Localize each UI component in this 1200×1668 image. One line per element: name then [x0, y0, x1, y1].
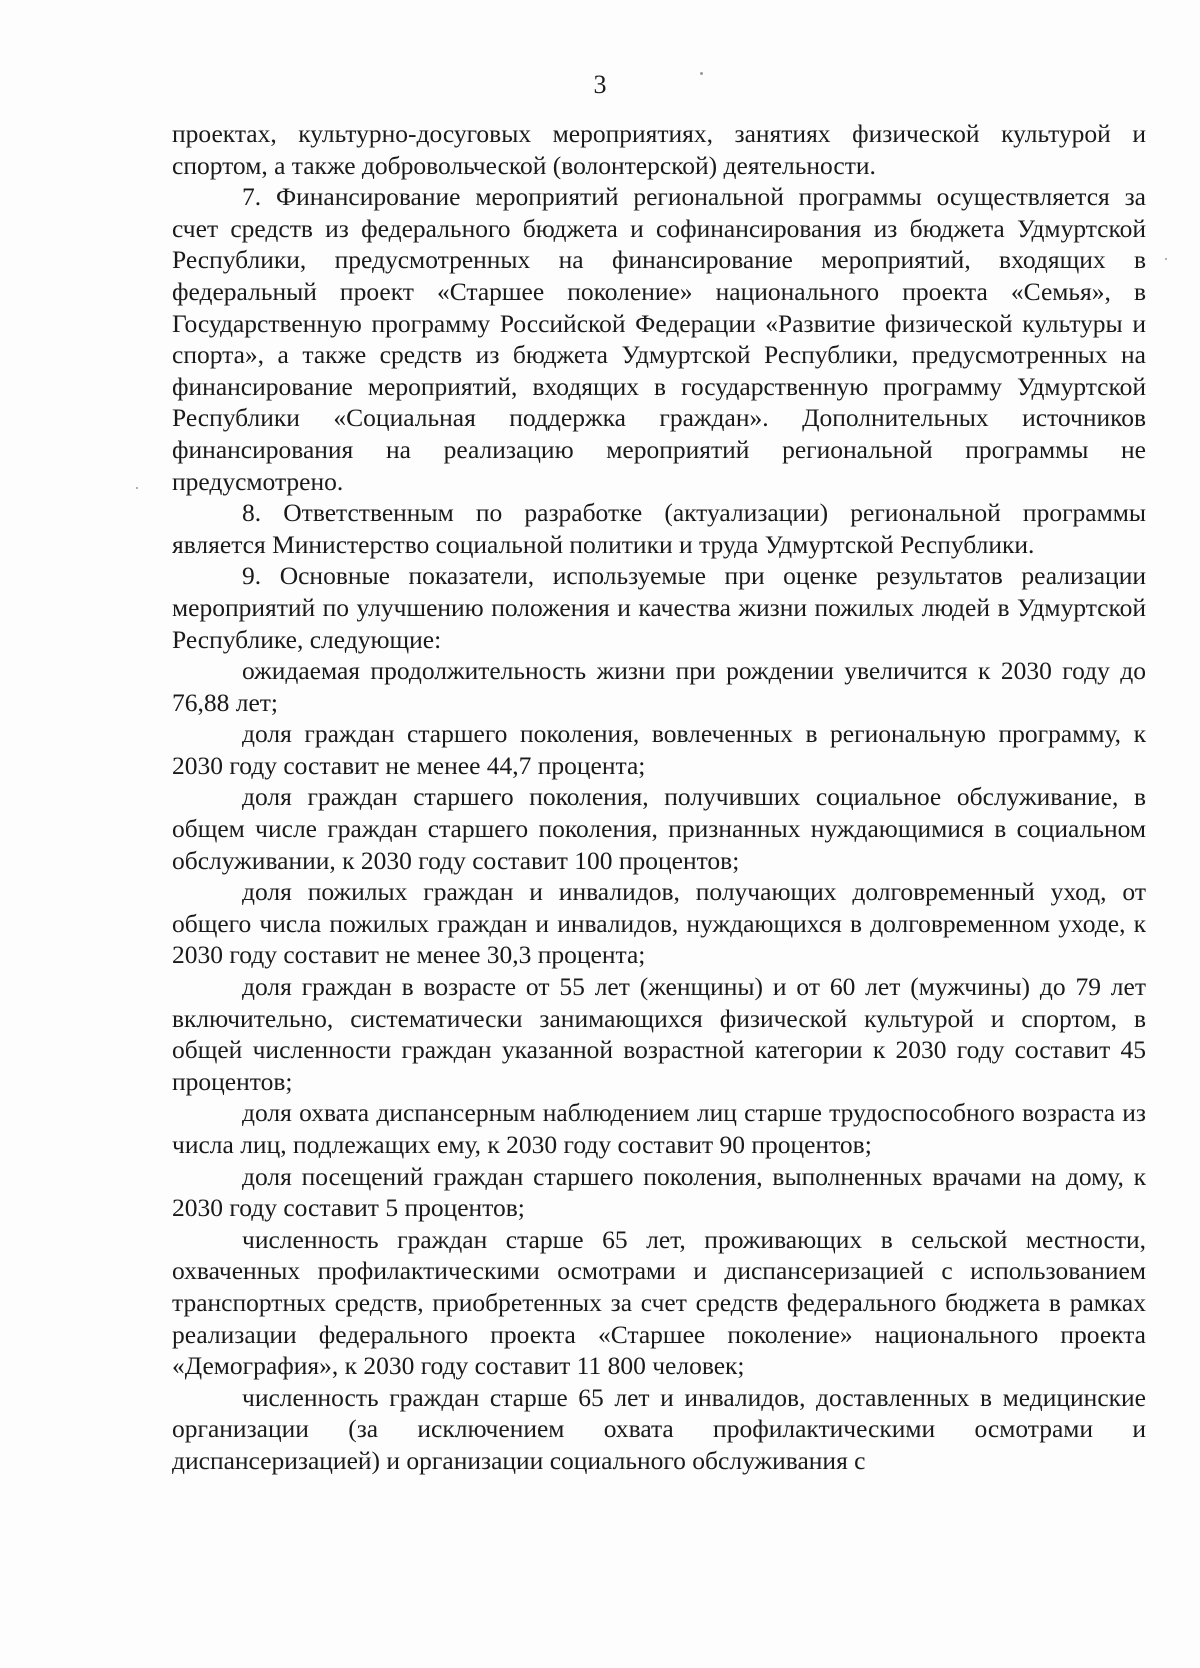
indicator-life-expectancy: ожидаемая продолжительность жизни при рождении увеличится к 2030 году до 76,88 лет;	[172, 656, 1146, 717]
scan-artifact	[136, 487, 138, 489]
indicator-dispensary-observation: доля охвата диспансерным наблюдением лиц старше трудоспособного возраста из числа лиц, подлежащих ему, к 2030 году составит 90 процентов;	[172, 1098, 1146, 1159]
page-number: 3	[593, 70, 607, 99]
indicator-sport-participation: доля граждан в возрасте от 55 лет (женщины) и от 60 лет (мужчины) до 79 лет включительно, систематически занимающихся физической культурой и спортом, в общей численности граждан указанной возрастной категории к 2030 году составит 45 процентов;	[172, 972, 1146, 1096]
paragraph-item-8-responsible: 8. Ответственным по разработке (актуализации) региональной программы является Министерство социальной политики и труда Удмуртской Республики.	[172, 498, 1146, 559]
indicator-program-involvement: доля граждан старшего поколения, вовлеченных в региональную программу, к 2030 году составит не менее 44,7 процента;	[172, 719, 1146, 780]
paragraph-item-9-indicators: 9. Основные показатели, используемые при оценке результатов реализации мероприятий по улучшению положения и качества жизни пожилых людей в Удмуртской Республике, следующие:	[172, 561, 1146, 654]
indicator-transport-delivery: численность граждан старше 65 лет и инвалидов, доставленных в медицинские организации (за исключением охвата профилактическими осмотрами и диспансеризацией) и организации социального обслуживания с	[172, 1382, 1146, 1475]
indicator-long-term-care: доля пожилых граждан и инвалидов, получающих долговременный уход, от общего числа пожилых граждан и инвалидов, нуждающихся в долговременном уходе, к 2030 году составит не менее 30,3 процента;	[172, 877, 1146, 970]
document-body	[172, 118, 1146, 1477]
indicator-social-service: доля граждан старшего поколения, получивших социальное обслуживание, в общем числе граждан старшего поколения, признанных нуждающимися в социальном обслуживании, к 2030 году составит 100 процентов;	[172, 782, 1146, 875]
indicator-home-visits: доля посещений граждан старшего поколения, выполненных врачами на дому, к 2030 году составит 5 процентов;	[172, 1161, 1146, 1223]
paragraph-item-7-financing: 7. Финансирование мероприятий региональной программы осуществляется за счет средств из федерального бюджета и софинансирования из бюджета Удмуртской Республики, предусмотренных на финансирование мероприятий, входящих в федеральный проект «Старшее поколение» национального проекта «Семья», в Государственную программу Российской Федерации «Развитие физической культуры и спорта», а также средств из бюджета Удмуртской Республики, предусмотренных на финансирование мероприятий, входящих в государственную программу Удмуртской Республики «Социальная поддержка граждан». Дополнительных источников финансирования на реализацию мероприятий региональной программы не предусмотрено.	[172, 182, 1146, 496]
scan-artifact	[700, 72, 703, 75]
indicator-rural-screening: численность граждан старше 65 лет, проживающих в сельской местности, охваченных профилактическими осмотрами и диспансеризацией с использованием транспортных средств, приобретенных за счет средств федерального бюджета в рамках реализации федерального проекта «Старшее поколение» национального проекта «Демография», к 2030 году составит 11 800 человек;	[172, 1224, 1146, 1381]
scan-artifact	[1165, 258, 1167, 260]
paragraph-continuation: проектах, культурно-досуговых мероприятиях, занятиях физической культурой и спортом, а также добровольческой (волонтерской) деятельности.	[172, 119, 1146, 180]
